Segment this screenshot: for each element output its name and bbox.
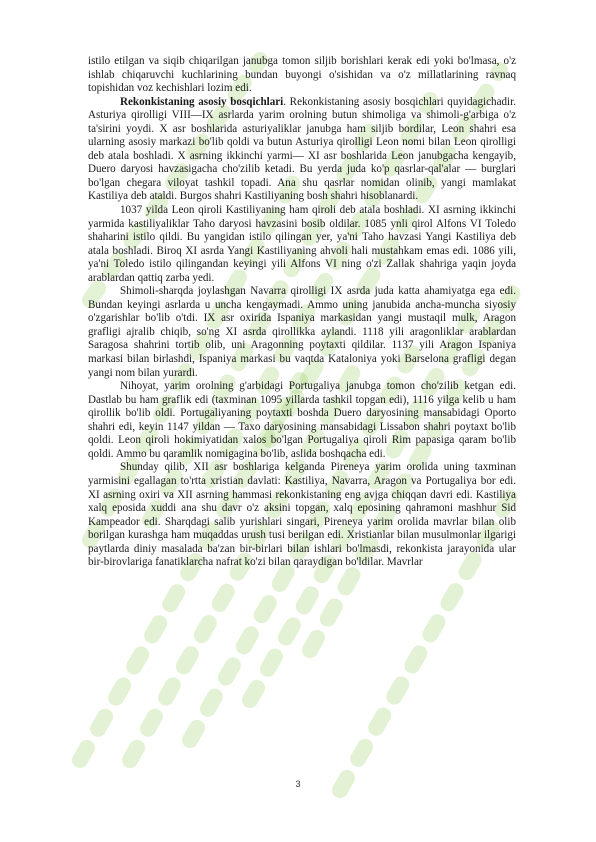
paragraph-2 [88, 96, 516, 204]
paragraph-2-text: . Rekonkistaning asosiy bosqichlari quyidagichadir. Asturiya qirolligi VIII—IX asrlarda yarim orolning butun shimoliga va shimoli-g'arbiga o'z ta'sirini yoydi. X asr boshlarida asturiyaliklar janubga ham siljib bordilar, Leon shahri esa ularning asosiy markazi bo'lib qoldi va butun Asturiya qirolligi Leon nomi bilan Leon qirolligi deb atala boshladi. X asrning ikkinchi yarmi— XI asr boshlarida Leon janubgacha kengayib, Duero daryosi havzasigacha cho'zilib ketadi. Bu yerda juda ko'p qasrlar-qal'alar — burglari bo'lgan chegara viloyat tashkil topadi. Ana shu qasrlar nomidan olinib, yangi mamlakat Kastiliya deb ataldi. Burgos shahri Kastiliyaning bosh shahri hisoblanardi. [88, 95, 516, 203]
paragraph-6: Shunday qilib, XII asr boshlariga kelganda Pireneya yarim orolida uning taxminan yarmisini egallagan to'rtta xristian davlati: Kastiliya, Navarra, Aragon va Portugaliya bor edi. XI asrning oxiri va XII asrning hammasi rekonkistaning eng avjga chiqqan davri edi. Kastiliya xalq eposida xuddi ana shu davr o'z aksini topgan, xalq eposining qahramoni mashhur Sid Kampeador edi. Sharqdagi salib yurishlari singari, Pireneya yarim orolida mavrlar bilan olib borilgan kurashga ham muqaddas urush tusi berilgan edi. Xristianlar bilan musulmonlar ilgarigi paytlarda diniy masalada ba'zan bir-birlari bilan ishlari bo'lmasdi, rekonkista jarayonida ular bir-birovlariga fanatiklarcha nafrat ko'zi bilan qaraydigan bo'ldilar. Mavrlar [88, 461, 516, 569]
body-text [88, 55, 516, 570]
paragraph-4: Shimoli-sharqda joylashgan Navarra qirolligi IX asrda juda katta ahamiyatga ega edi. Bundan keyingi asrlarda u uncha kengaymadi. Ammo uning janubida ancha-muncha siyosiy o'zgarishlar bo'lib o'tdi. IX asr oxirida Ispaniya markasidan yangi mustaqil mulk, Aragon grafligi ajralib chiqib, so'ng XI asrda qirollikka aylandi. 1118 yili aragonliklar arablardan Saragosa shahrini tortib olib, uni Aragonning poytaxti qildilar. 1137 yili Aragon Ispaniya markasi bilan birlashdi, Ispaniya markasi bu vaqtda Kataloniya yoki Barselona grafligi degan yangi nom bilan yurardi. [88, 285, 516, 379]
paragraph-1: istilo etilgan va siqib chiqarilgan janubga tomon siljib borishlari kerak edi yoki bo'lmasa, o'z ishlab chiqaruvchi kuchlarining bundan buyongi o'sishidan va o'z millatlarining ravnaq topishidan voz kechishlari lozim edi. [88, 55, 516, 95]
section-heading: Rekonkistaning asosiy bosqichlari [120, 95, 284, 108]
page-number: 3 [295, 779, 301, 789]
paragraph-3: 1037 yilda Leon qiroli Kastiliyaning ham qiroli deb atala boshladi. XI asrning ikkinchi yarmida kastiliyaliklar Taho daryosi havzasini bosib oldilar. 1085 ynli qirol Alfons VI Toledo shaharini istilo qildi. Bu yangidan istilo qilingan yer, ya'ni Taho havzasi Yangi Kastiliya deb atala boshladi. Biroq XI asrda Yangi Kastiliyaning ahvoli hali mustahkam emas edi. 1086 yili, ya'ni Toledo istilo qilingandan keyingi yili Alfons VI ning o'zi Zallak shahriga yaqin joyda arablardan qattiq zarba yedi. [88, 204, 516, 284]
paragraph-5: Nihoyat, yarim orolning g'arbidagi Portugaliya janubga tomon cho'zilib ketgan edi. Dastlab bu ham graflik edi (taxminan 1095 yillarda tashkil topgan edi), 1116 yilga kelib u ham qirollik bo'lib oldi. Portugaliyaning poytaxti boshda Duero daryosining mansabidagi Oporto shahri edi, keyin 1147 yildan — Taxo daryosining mansabidagi Lissabon shahri poytaxt bo'lib qoldi. Leon qiroli hokimiyatidan xalos bo'lgan Portugaliya qiroli Rim papasiga qaram bo'lib qoldi. Ammo bu qaramlik nomigagina bo'lib, aslida boshqacha edi. [88, 380, 516, 460]
